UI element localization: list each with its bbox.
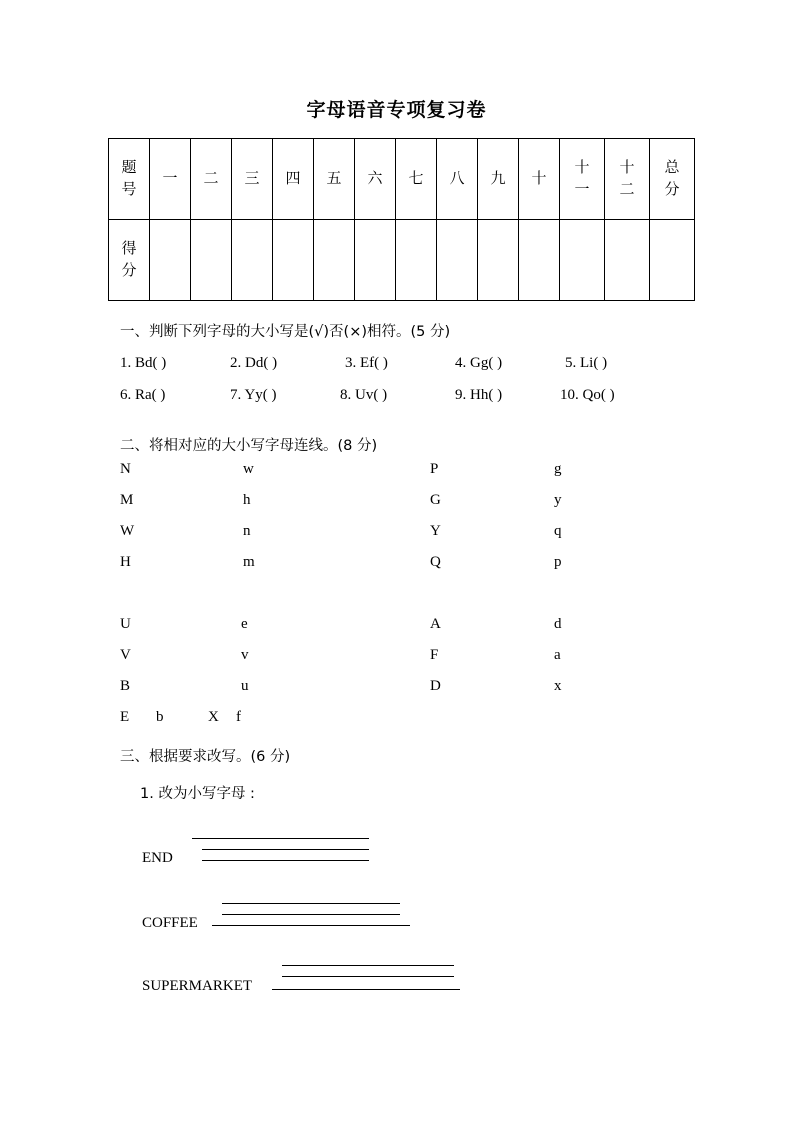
match-right-letter[interactable]: Y xyxy=(430,523,441,539)
section-one-item-2: 2. Dd( ) xyxy=(230,355,278,371)
match-right-letter[interactable]: G xyxy=(430,492,441,508)
score-table-col-total: 总 分 xyxy=(650,139,695,220)
match-far-letter[interactable]: a xyxy=(554,647,561,663)
match-row xyxy=(0,647,793,665)
match-mid-letter[interactable]: m xyxy=(243,554,255,570)
score-cell[interactable] xyxy=(560,220,605,301)
section-two-heading: 二、将相对应的大小写字母连线。(8 分) xyxy=(120,438,378,454)
score-cell[interactable] xyxy=(650,220,695,301)
section-one-item-10: 10. Qo( ) xyxy=(560,387,615,403)
answer-line[interactable] xyxy=(222,914,400,915)
match-left-letter[interactable]: U xyxy=(120,616,131,632)
score-table-row-label-1 xyxy=(109,139,150,220)
answer-line[interactable] xyxy=(202,849,369,850)
score-table-col-7: 七 xyxy=(396,139,437,220)
word-label-coffee: COFFEE xyxy=(142,915,198,931)
score-table-col-4: 四 xyxy=(273,139,314,220)
score-table-col-11: 十 一 xyxy=(560,139,605,220)
answer-line[interactable] xyxy=(282,965,454,966)
match-mid-letter[interactable]: e xyxy=(241,616,248,632)
score-table-col-2: 二 xyxy=(191,139,232,220)
match-left-letter[interactable]: N xyxy=(120,461,131,477)
match-row xyxy=(0,461,793,479)
section-one-item-8: 8. Uv( ) xyxy=(340,387,388,403)
section-one-item-4: 4. Gg( ) xyxy=(455,355,503,371)
match-row xyxy=(0,678,793,696)
answer-line[interactable] xyxy=(272,989,460,990)
score-cell[interactable] xyxy=(355,220,396,301)
score-table-col-1: 一 xyxy=(150,139,191,220)
match-far-letter[interactable]: y xyxy=(554,492,562,508)
match-far-letter[interactable]: g xyxy=(554,461,562,477)
match-right-letter[interactable]: A xyxy=(430,616,441,632)
score-cell[interactable] xyxy=(396,220,437,301)
match-left-letter[interactable]: W xyxy=(120,523,135,539)
page-title: 字母语音专项复习卷 xyxy=(306,99,487,121)
row-label-char: 得 xyxy=(121,239,137,258)
score-table-col-8: 八 xyxy=(437,139,478,220)
score-cell[interactable] xyxy=(314,220,355,301)
match-right-letter[interactable]: F xyxy=(430,647,439,663)
score-table xyxy=(108,138,695,301)
match-left-letter[interactable]: E xyxy=(120,709,130,725)
answer-line[interactable] xyxy=(202,860,369,861)
match-mid-letter[interactable]: n xyxy=(243,523,251,539)
row-label-char: 号 xyxy=(121,180,137,198)
section-one-item-1: 1. Bd( ) xyxy=(120,355,167,371)
word-label-supermarket: SUPERMARKET xyxy=(142,978,253,994)
answer-line[interactable] xyxy=(192,838,369,839)
word-label-end: END xyxy=(142,850,173,866)
section-one-item-3: 3. Ef( ) xyxy=(345,355,388,371)
score-cell[interactable] xyxy=(437,220,478,301)
match-mid-letter[interactable]: h xyxy=(243,492,251,508)
score-table-col-3: 三 xyxy=(232,139,273,220)
score-cell[interactable] xyxy=(478,220,519,301)
match-row xyxy=(0,492,793,510)
row-label-char: 题 xyxy=(121,158,137,177)
match-row xyxy=(0,616,793,634)
match-right-letter[interactable]: X xyxy=(208,709,219,725)
answer-line[interactable] xyxy=(282,976,454,977)
score-table-col-5: 五 xyxy=(314,139,355,220)
match-mid-letter[interactable]: u xyxy=(241,678,249,694)
match-right-letter[interactable]: D xyxy=(430,678,441,694)
match-far-letter[interactable]: d xyxy=(554,616,562,632)
score-cell[interactable] xyxy=(150,220,191,301)
match-left-letter[interactable]: B xyxy=(120,678,131,694)
match-far-letter[interactable]: p xyxy=(554,554,562,570)
section-one-item-9: 9. Hh( ) xyxy=(455,387,503,403)
match-left-letter[interactable]: M xyxy=(120,492,134,508)
score-cell[interactable] xyxy=(232,220,273,301)
score-table-col-10: 十 xyxy=(519,139,560,220)
score-cell[interactable] xyxy=(519,220,560,301)
match-mid-letter[interactable]: v xyxy=(241,647,249,663)
match-far-letter[interactable]: q xyxy=(554,523,562,539)
score-table-col-12: 十 二 xyxy=(605,139,650,220)
match-right-letter[interactable]: P xyxy=(430,461,439,477)
section-one-heading: 一、判断下列字母的大小写是(√)否(×)相符。(5 分) xyxy=(120,324,451,340)
score-cell[interactable] xyxy=(605,220,650,301)
match-right-letter[interactable]: Q xyxy=(430,554,441,570)
score-table-col-9: 九 xyxy=(478,139,519,220)
match-left-letter[interactable]: V xyxy=(120,647,131,663)
section-one-item-7: 7. Yy( ) xyxy=(230,387,277,403)
section-three-question-1: 1. 改为小写字母 : xyxy=(140,786,255,802)
match-left-letter[interactable]: H xyxy=(120,554,131,570)
table-row-score xyxy=(109,220,695,301)
score-table-row-label-2 xyxy=(109,220,150,301)
answer-line[interactable] xyxy=(212,925,410,926)
match-mid-letter[interactable]: w xyxy=(243,461,254,477)
match-row xyxy=(0,554,793,572)
score-cell[interactable] xyxy=(191,220,232,301)
match-mid-letter[interactable]: b xyxy=(156,709,164,725)
row-label-char: 分 xyxy=(121,261,137,279)
section-one-item-6: 6. Ra( ) xyxy=(120,387,166,403)
score-cell[interactable] xyxy=(273,220,314,301)
match-row xyxy=(0,523,793,541)
section-one-item-5: 5. Li( ) xyxy=(565,355,608,371)
table-row-header xyxy=(109,139,695,220)
section-three-heading: 三、根据要求改写。(6 分) xyxy=(120,749,291,765)
match-row xyxy=(0,709,793,727)
score-table-col-6: 六 xyxy=(355,139,396,220)
match-far-letter[interactable]: f xyxy=(236,709,241,725)
answer-line[interactable] xyxy=(222,903,400,904)
match-far-letter[interactable]: x xyxy=(554,678,562,694)
